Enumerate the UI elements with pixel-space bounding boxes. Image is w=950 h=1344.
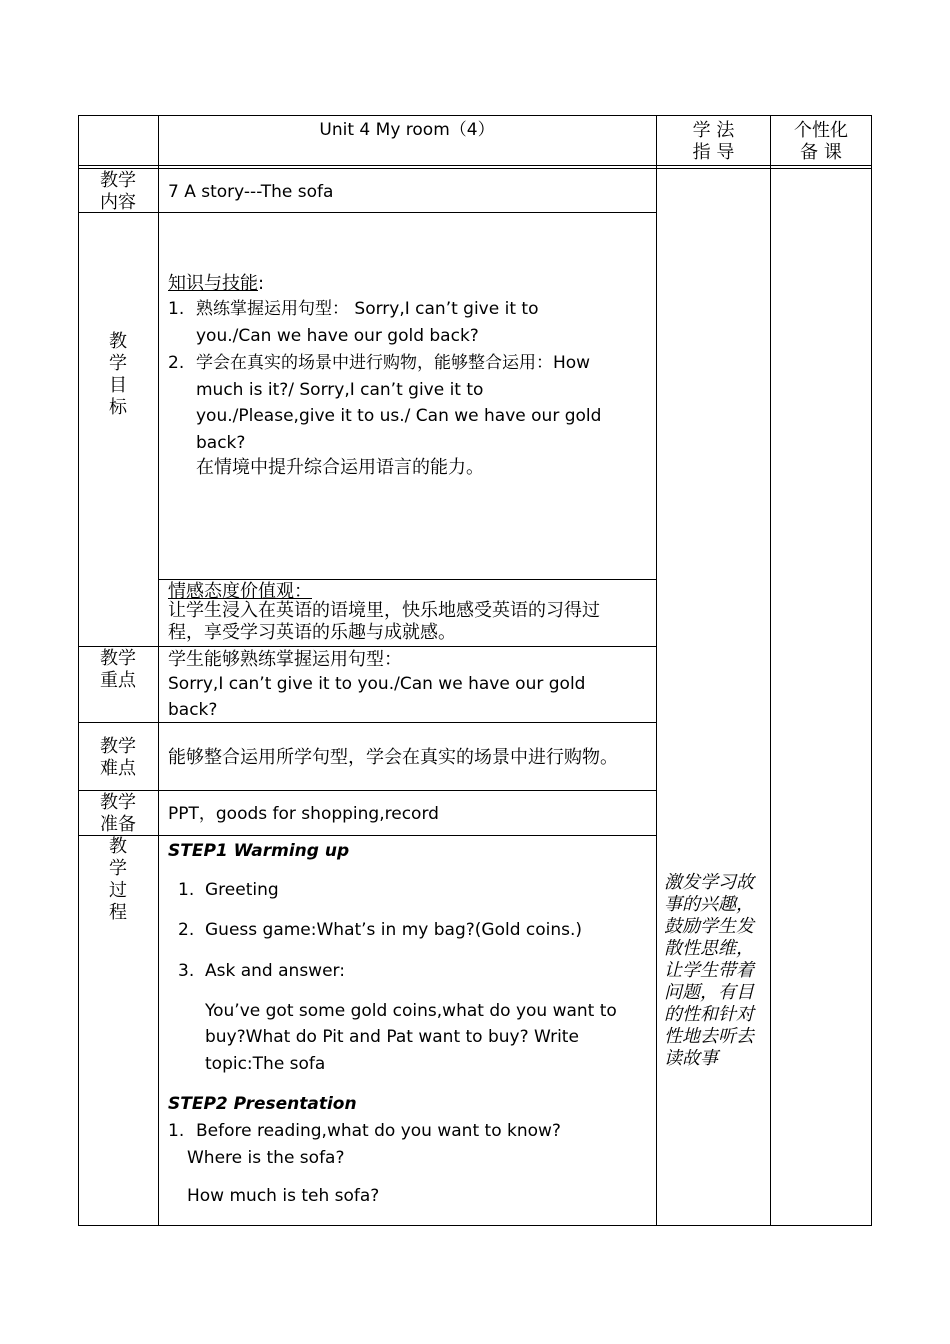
step1-item-1: Greeting [205, 880, 279, 900]
difficulties-label: 教学 难点 [100, 736, 136, 779]
objective-item-2-line4: back? [196, 433, 246, 453]
step2-heading: STEP2 Presentation [168, 1094, 357, 1114]
content-text: 7 A story---The sofa [168, 182, 334, 202]
list-number: 3. [178, 961, 195, 981]
key-points-line-1: 学生能够熟练掌握运用句型： [168, 649, 402, 670]
objectives-label: 教 学 目 标 [109, 331, 127, 418]
method-header: 学 法 指 导 [692, 120, 735, 163]
table-border-bottom [78, 1225, 872, 1226]
step1-item-2: Guess game:What’s in my bag?(Gold coins.) [205, 920, 583, 940]
objective-item-2-line3: you./Please,give it to us./ Can we have our gold [196, 406, 602, 426]
preparation-label: 教学 准备 [100, 792, 136, 835]
key-points-line-3: back? [168, 700, 218, 720]
step2-question-1: Where is the sofa? [187, 1148, 345, 1168]
objective-item-2-line5: 在情境中提升综合运用语言的能力。 [196, 457, 484, 478]
emotion-line-1: 让学生浸入在英语的语境里，快乐地感受英语的习得过 [168, 600, 600, 621]
list-number: 2. [168, 353, 185, 373]
difficulties-text: 能够整合运用所学句型，学会在真实的场景中进行购物。 [168, 747, 618, 768]
preparation-text: PPT，goods for shopping,record [168, 804, 439, 824]
step1-paragraph-line2: buy?What do Pit and Pat want to buy? Write [205, 1027, 579, 1047]
list-number: 1. [168, 299, 185, 319]
key-points-label: 教学 重点 [100, 648, 136, 691]
header-divider [78, 165, 872, 166]
row-divider [78, 212, 656, 213]
step1-paragraph-line1: You’ve got some gold coins,what do you want to [205, 1001, 617, 1021]
process-label: 教 学 过 程 [109, 836, 127, 923]
method-note: 激发学习故事的兴趣，鼓励学生发散性思维，让学生带着问题，有目的性和针对性地去听去读故事 [664, 872, 754, 1069]
column-divider [158, 115, 159, 1226]
knowledge-heading: 知识与技能: [168, 273, 265, 294]
column-divider [656, 115, 657, 1226]
objective-item-2-line2: much is it?/ Sorry,I can’t give it to [196, 380, 484, 400]
content-label: 教学 内容 [100, 170, 136, 213]
step2-question-2: How much is teh sofa? [187, 1186, 380, 1206]
list-number: 1. [178, 880, 195, 900]
personal-header: 个性化 备 课 [794, 120, 848, 163]
step1-paragraph-line3: topic:The sofa [205, 1054, 326, 1074]
step1-heading: STEP1 Warming up [168, 841, 350, 861]
list-number: 1. [168, 1121, 185, 1141]
page-title: Unit 4 My room（4） [319, 120, 495, 140]
objective-item-2-line1: 学会在真实的场景中进行购物，能够整合运用：How [196, 353, 591, 373]
emotion-line-2: 程，享受学习英语的乐趣与成就感。 [168, 622, 456, 643]
key-points-line-2: Sorry,I can’t give it to you./Can we have our gold [168, 674, 586, 694]
objective-item-1-line2: you./Can we have our gold back? [196, 326, 479, 346]
objective-item-1-line1: 熟练掌握运用句型： Sorry,I can’t give it to [196, 299, 539, 319]
row-divider [78, 722, 656, 723]
header-divider-double [78, 168, 872, 169]
table-border-right [871, 115, 872, 1226]
list-number: 2. [178, 920, 195, 940]
step1-item-3: Ask and answer: [205, 961, 345, 981]
emotion-heading: 情感态度价值观： [168, 581, 312, 602]
column-divider [770, 115, 771, 1226]
table-border-top [78, 115, 872, 116]
step2-item-1: Before reading,what do you want to know? [196, 1121, 561, 1141]
row-divider [78, 835, 656, 836]
row-divider [78, 790, 656, 791]
